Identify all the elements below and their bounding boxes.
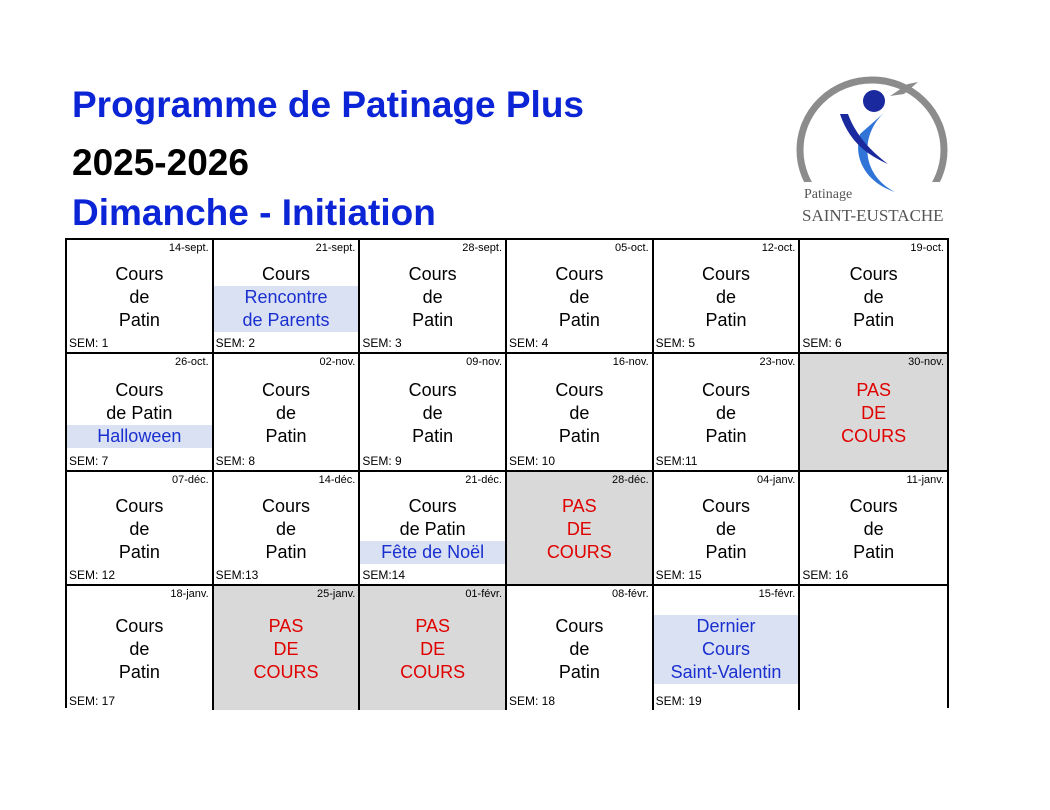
cell-line: Patin bbox=[853, 309, 895, 330]
calendar-cell bbox=[67, 240, 214, 354]
cell-line: de bbox=[569, 286, 590, 307]
cell-line: PAS bbox=[415, 615, 450, 636]
cell-date: 05-oct. bbox=[615, 242, 649, 254]
page-subtitle: Dimanche - Initiation bbox=[72, 192, 436, 233]
calendar-cell bbox=[654, 472, 801, 586]
cell-line: de Patin bbox=[106, 402, 173, 423]
cell-line: de bbox=[422, 402, 443, 423]
cell-date: 19-oct. bbox=[910, 242, 944, 254]
calendar-cell bbox=[214, 586, 361, 710]
cell-content bbox=[507, 260, 652, 334]
cell-line: Cours bbox=[408, 379, 457, 400]
cell-content bbox=[654, 374, 799, 452]
cell-line: de bbox=[715, 286, 736, 307]
cell-line: de bbox=[715, 402, 736, 423]
cell-content bbox=[360, 492, 505, 566]
cell-week-number: SEM: 12 bbox=[69, 568, 116, 582]
calendar-cell bbox=[360, 586, 507, 710]
cell-week-number: SEM: 2 bbox=[215, 336, 256, 350]
cell-line: Cours bbox=[701, 379, 750, 400]
cell-line: de bbox=[129, 286, 150, 307]
cell-line: de Parents bbox=[214, 309, 359, 332]
cell-line: de bbox=[863, 518, 884, 539]
cell-date: 14-déc. bbox=[318, 474, 356, 486]
cell-date: 21-sept. bbox=[315, 242, 356, 254]
cell-line: Rencontre bbox=[214, 286, 359, 309]
cell-date: 14-sept. bbox=[168, 242, 209, 254]
cell-line: Cours bbox=[654, 638, 799, 661]
cell-date: 23-nov. bbox=[759, 356, 796, 368]
cell-line: Patin bbox=[853, 541, 895, 562]
cell-content bbox=[214, 492, 359, 566]
cell-content bbox=[67, 374, 212, 452]
cell-line: de bbox=[863, 286, 884, 307]
cell-week-number: SEM: 17 bbox=[69, 694, 116, 708]
logo-head-icon bbox=[863, 90, 885, 112]
cell-week-number: SEM: 19 bbox=[655, 694, 702, 708]
cell-line: Patin bbox=[558, 661, 600, 682]
cell-line: de bbox=[275, 518, 296, 539]
cell-line: de Patin bbox=[399, 518, 466, 539]
cell-line: Cours bbox=[555, 615, 604, 636]
cell-line: de bbox=[129, 638, 150, 659]
cell-content bbox=[507, 606, 652, 692]
season-label: 2025-2026 bbox=[72, 142, 249, 183]
cell-content bbox=[360, 374, 505, 452]
cell-line: Cours bbox=[849, 263, 898, 284]
cell-line: Cours bbox=[115, 615, 164, 636]
cell-week-number: SEM: 8 bbox=[215, 454, 256, 468]
cell-content bbox=[654, 492, 799, 566]
cell-line: Patin bbox=[412, 309, 454, 330]
cell-line: COURS bbox=[400, 661, 466, 682]
calendar-cell bbox=[67, 586, 214, 710]
cell-line: DE bbox=[273, 638, 299, 659]
cell-week-number: SEM:14 bbox=[362, 568, 406, 582]
cell-line: COURS bbox=[546, 541, 612, 562]
cell-date: 16-nov. bbox=[612, 356, 649, 368]
cell-line: Patin bbox=[558, 425, 600, 446]
cell-line: Cours bbox=[115, 379, 164, 400]
page-title: Programme de Patinage Plus bbox=[72, 84, 585, 125]
calendar-cell bbox=[654, 354, 801, 472]
calendar-cell bbox=[800, 472, 947, 586]
cell-content bbox=[67, 606, 212, 692]
cell-line: Patin bbox=[705, 541, 747, 562]
cell-week-number: SEM: 18 bbox=[509, 694, 556, 708]
cell-date: 12-oct. bbox=[761, 242, 796, 254]
cell-line: DE bbox=[861, 402, 887, 423]
cell-date: 02-nov. bbox=[319, 356, 356, 368]
cell-content bbox=[214, 374, 359, 452]
cell-line: Patin bbox=[118, 661, 160, 682]
cell-line: Cours bbox=[701, 263, 750, 284]
cell-date: 04-janv. bbox=[757, 474, 796, 486]
calendar-cell bbox=[507, 240, 654, 354]
cell-line: PAS bbox=[268, 615, 304, 636]
cell-line: de bbox=[422, 286, 443, 307]
cell-week-number: SEM: 9 bbox=[362, 454, 402, 468]
cell-date: 08-févr. bbox=[611, 588, 649, 600]
cell-line: Cours bbox=[555, 263, 604, 284]
cell-line: Saint-Valentin bbox=[654, 661, 799, 684]
cell-line: Patin bbox=[265, 425, 307, 446]
cell-line: Patin bbox=[705, 309, 747, 330]
calendar-cell bbox=[507, 586, 654, 710]
cell-date: 18-janv. bbox=[170, 588, 209, 600]
cell-line: de bbox=[569, 638, 590, 659]
cell-date: 25-janv. bbox=[317, 588, 356, 600]
calendar-cell bbox=[214, 240, 361, 354]
cell-line: Patin bbox=[118, 541, 160, 562]
cell-week-number: SEM: 7 bbox=[69, 454, 109, 468]
calendar-cell bbox=[67, 472, 214, 586]
cell-line: Cours bbox=[115, 263, 164, 284]
cell-content bbox=[800, 374, 947, 452]
cell-date: 30-nov. bbox=[908, 356, 944, 368]
calendar-cell bbox=[507, 354, 654, 472]
cell-content bbox=[800, 260, 947, 334]
cell-line: de bbox=[129, 518, 150, 539]
club-logo bbox=[790, 74, 950, 230]
cell-content bbox=[214, 260, 359, 334]
cell-week-number: SEM: 1 bbox=[69, 336, 109, 350]
cell-content bbox=[360, 606, 505, 692]
cell-date: 28-déc. bbox=[611, 474, 649, 486]
cell-line: Cours bbox=[261, 379, 310, 400]
cell-line: Cours bbox=[261, 263, 310, 284]
logo-arc-icon bbox=[858, 112, 895, 192]
calendar-cell bbox=[360, 240, 507, 354]
cell-line: PAS bbox=[561, 495, 597, 516]
cell-line: Patin bbox=[705, 425, 747, 446]
cell-line: COURS bbox=[841, 425, 907, 446]
cell-week-number: SEM: 16 bbox=[802, 568, 849, 582]
cell-line: Cours bbox=[115, 495, 164, 516]
cell-week-number: SEM: 5 bbox=[655, 336, 696, 350]
cell-content bbox=[507, 492, 652, 566]
cell-date: 09-nov. bbox=[466, 356, 502, 368]
calendar-grid bbox=[65, 238, 949, 708]
cell-line: Cours bbox=[261, 495, 310, 516]
cell-line: Cours bbox=[408, 495, 457, 516]
calendar-cell bbox=[507, 472, 654, 586]
cell-line: Patin bbox=[558, 309, 600, 330]
cell-content bbox=[800, 606, 947, 692]
cell-date: 26-oct. bbox=[175, 356, 209, 368]
cell-week-number: SEM: 6 bbox=[802, 336, 842, 350]
calendar-cell bbox=[654, 240, 801, 354]
cell-line: Fête de Noël bbox=[360, 541, 505, 564]
cell-line: Dernier bbox=[654, 615, 799, 638]
cell-content bbox=[654, 260, 799, 334]
cell-line: Patin bbox=[265, 541, 307, 562]
cell-line: Cours bbox=[555, 379, 604, 400]
calendar-cell bbox=[214, 472, 361, 586]
calendar-cell bbox=[67, 354, 214, 472]
cell-week-number: SEM: 15 bbox=[655, 568, 702, 582]
cell-content bbox=[360, 260, 505, 334]
cell-week-number: SEM:11 bbox=[655, 454, 698, 468]
cell-week-number: SEM: 4 bbox=[509, 336, 549, 350]
cell-content bbox=[800, 492, 947, 566]
cell-content bbox=[214, 606, 359, 692]
calendar-cell bbox=[214, 354, 361, 472]
cell-date: 21-déc. bbox=[465, 474, 502, 486]
svg-text:SAINT-EUSTACHE: SAINT-EUSTACHE bbox=[802, 206, 944, 225]
cell-date: 11-janv. bbox=[906, 474, 944, 486]
cell-week-number: SEM:13 bbox=[215, 568, 259, 582]
calendar-cell bbox=[800, 354, 947, 472]
calendar-cell bbox=[800, 240, 947, 354]
cell-line: Cours bbox=[408, 263, 457, 284]
calendar-cell bbox=[654, 586, 801, 710]
cell-content bbox=[67, 492, 212, 566]
cell-line: Halloween bbox=[67, 425, 212, 448]
cell-line: de bbox=[569, 402, 590, 423]
cell-line: Cours bbox=[849, 495, 898, 516]
svg-text:Patinage: Patinage bbox=[804, 187, 853, 202]
cell-content bbox=[507, 374, 652, 452]
cell-date: 15-févr. bbox=[758, 588, 796, 600]
cell-week-number: SEM: 3 bbox=[362, 336, 402, 350]
cell-line: Patin bbox=[412, 425, 454, 446]
cell-line: PAS bbox=[856, 379, 891, 400]
cell-week-number: SEM: 10 bbox=[509, 454, 556, 468]
calendar-cell bbox=[360, 354, 507, 472]
cell-line: Patin bbox=[118, 309, 160, 330]
calendar-cell bbox=[360, 472, 507, 586]
cell-line: DE bbox=[566, 518, 592, 539]
cell-line: DE bbox=[420, 638, 446, 659]
cell-line: de bbox=[715, 518, 736, 539]
cell-line: COURS bbox=[253, 661, 319, 682]
cell-date: 28-sept. bbox=[462, 242, 502, 254]
cell-line: de bbox=[275, 402, 296, 423]
cell-line: Cours bbox=[701, 495, 750, 516]
cell-date: 07-déc. bbox=[171, 474, 209, 486]
cell-content bbox=[67, 260, 212, 334]
cell-content bbox=[654, 606, 799, 692]
cell-date: 01-févr. bbox=[465, 588, 502, 600]
calendar-cell bbox=[800, 586, 947, 710]
